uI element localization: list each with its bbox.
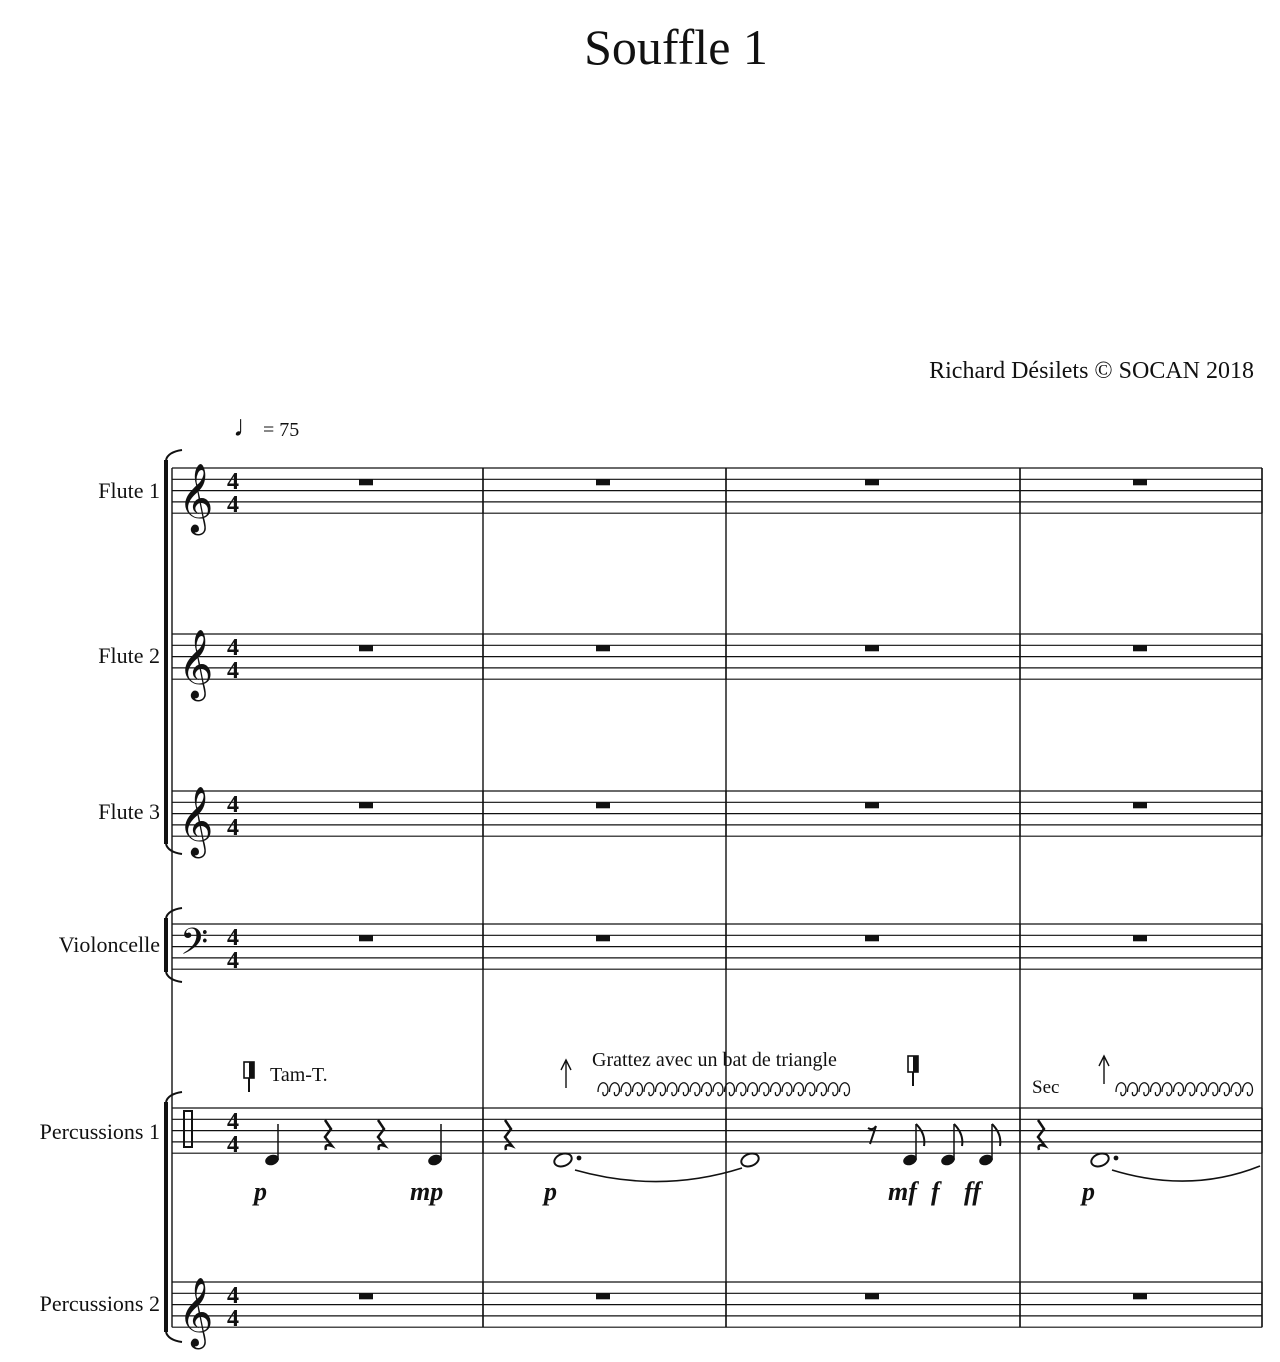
dynamic-p: p — [544, 1177, 557, 1206]
tempo-value: = 75 — [263, 419, 300, 441]
whole-rest — [1133, 645, 1147, 651]
dynamic-ff: ff — [964, 1177, 981, 1206]
whole-rest — [359, 645, 373, 651]
quarter-rest — [505, 1120, 512, 1150]
time-signature-bottom: 4 — [227, 492, 239, 518]
whole-rest — [596, 1293, 610, 1299]
dynamic-p: p — [1082, 1177, 1095, 1206]
flute-bracket-top — [166, 450, 182, 460]
whole-rest — [865, 802, 879, 808]
time-signature-top: 4 — [227, 635, 239, 661]
note-flag — [992, 1124, 1000, 1146]
quarter-rest — [1038, 1120, 1045, 1150]
mallet-icon-fill — [913, 1056, 918, 1072]
tie — [575, 1168, 742, 1182]
instrument-label-violoncelle: Violoncelle — [58, 932, 160, 957]
time-signature-bottom: 4 — [227, 815, 239, 841]
whole-rest — [596, 479, 610, 485]
instrument-label-flute-3: Flute 3 — [98, 799, 160, 824]
page-title: Souffle 1 — [584, 19, 768, 75]
whole-rest — [596, 935, 610, 941]
dotted-half-note — [1089, 1151, 1110, 1168]
glyphs — [166, 450, 1260, 1349]
whole-rest — [865, 1293, 879, 1299]
whole-rest — [865, 645, 879, 651]
whole-rest — [865, 935, 879, 941]
percussion-bracket-top — [166, 1092, 182, 1102]
time-signature-top: 4 — [227, 1109, 239, 1135]
augmentation-dot — [1114, 1156, 1119, 1161]
whole-rest — [596, 645, 610, 651]
violoncelle-bracket-top — [166, 908, 182, 918]
annotation-grattez: Grattez avec un bat de triangle — [592, 1049, 837, 1071]
dynamic-p: p — [254, 1177, 267, 1206]
whole-rest — [359, 479, 373, 485]
tremolo-loops — [1116, 1083, 1254, 1096]
time-signature-top: 4 — [227, 925, 239, 951]
time-signature-bottom: 4 — [227, 1306, 239, 1332]
composer-credit: Richard Désilets © SOCAN 2018 — [929, 358, 1254, 384]
whole-rest — [359, 802, 373, 808]
note-flag — [916, 1124, 924, 1146]
whole-rest — [359, 935, 373, 941]
staves — [172, 468, 1262, 1327]
augmentation-dot — [577, 1156, 582, 1161]
time-signature-bottom: 4 — [227, 1132, 239, 1158]
whole-rest — [359, 1293, 373, 1299]
whole-rest — [1133, 935, 1147, 941]
time-signature-bottom: 4 — [227, 658, 239, 684]
whole-rest — [1133, 1293, 1147, 1299]
barlines — [172, 468, 1262, 1327]
quarter-note-icon: ♩ — [233, 410, 263, 443]
half-note — [739, 1151, 760, 1168]
dynamic-mp: mp — [410, 1177, 444, 1206]
treble-clef-icon: 𝄞 — [178, 1277, 214, 1347]
treble-clef-icon: 𝄞 — [178, 463, 214, 533]
treble-clef-icon: 𝄞 — [178, 786, 214, 856]
treble-clef-icon: 𝄞 — [178, 629, 214, 699]
time-signature-top: 4 — [227, 1283, 239, 1309]
dynamic-mf: mf — [888, 1177, 917, 1206]
instrument-label-flute-1: Flute 1 — [98, 478, 160, 503]
instrument-label-percussions-2: Percussions 2 — [39, 1291, 160, 1316]
annotation-tamtam: Tam-T. — [270, 1064, 328, 1086]
note-flag — [954, 1124, 962, 1146]
bass-clef-icon: 𝄢 — [180, 921, 209, 972]
time-signature-bottom: 4 — [227, 948, 239, 974]
whole-rest — [1133, 802, 1147, 808]
dotted-half-note — [552, 1151, 573, 1168]
whole-rest — [1133, 479, 1147, 485]
mallet-icon-fill — [249, 1062, 254, 1078]
whole-rest — [865, 479, 879, 485]
tremolo-loops — [598, 1083, 851, 1096]
quarter-rest — [378, 1120, 385, 1150]
tie — [1112, 1166, 1260, 1181]
whole-rest — [596, 802, 610, 808]
time-signature-top: 4 — [227, 469, 239, 495]
annotation-sec: Sec — [1032, 1077, 1060, 1098]
violoncelle-bracket-bottom — [166, 972, 182, 982]
dynamic-f: f — [931, 1177, 940, 1206]
instrument-label-percussions-1: Percussions 1 — [39, 1119, 160, 1144]
quarter-rest — [325, 1120, 332, 1150]
instrument-label-flute-2: Flute 2 — [98, 643, 160, 668]
time-signature-top: 4 — [227, 792, 239, 818]
